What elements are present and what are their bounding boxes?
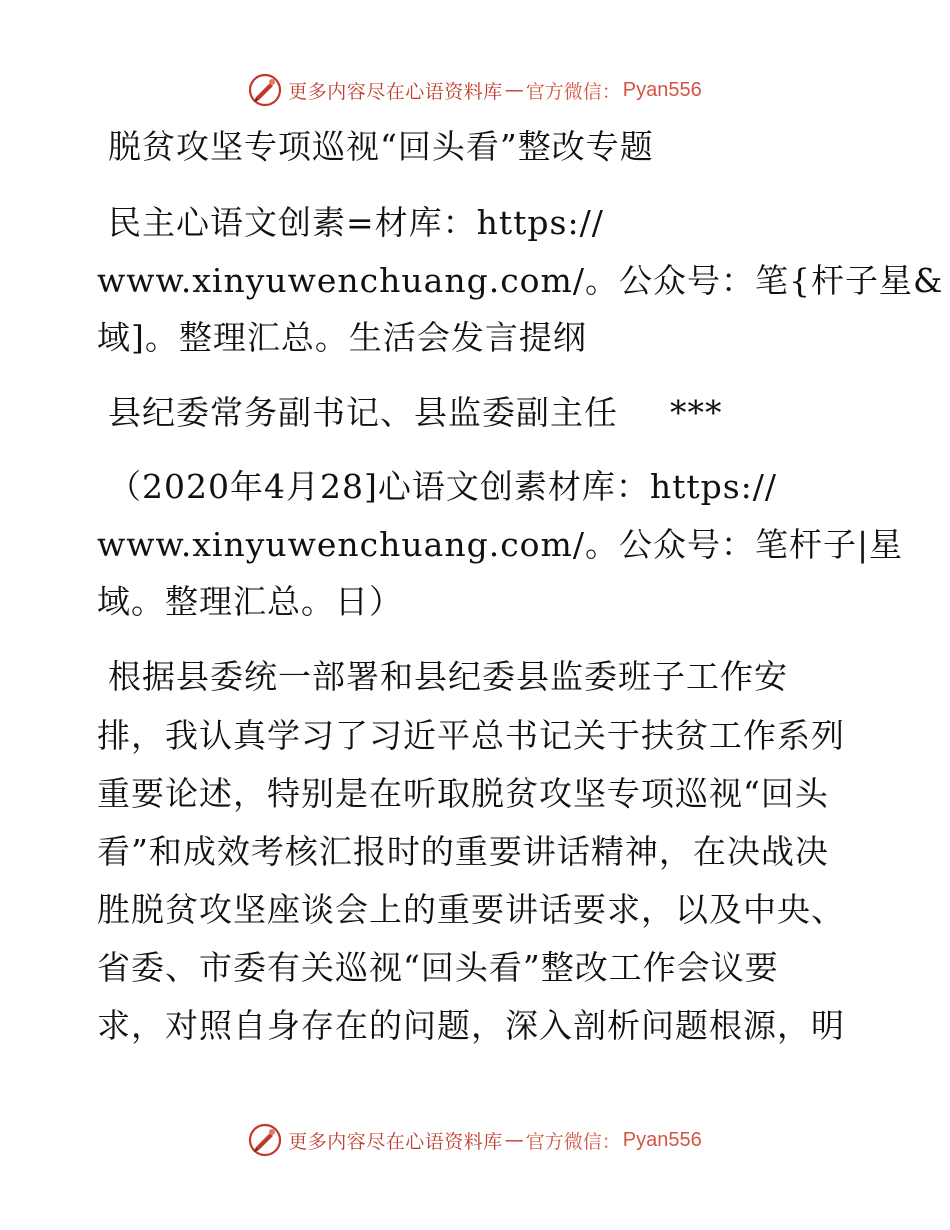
document-title: 脱贫攻坚专项巡视“回头看”整改专题	[108, 127, 654, 166]
body-line: www.xinyuwenchuang.com/。公众号：笔杆子|星	[97, 525, 904, 564]
author-title: 县纪委常务副书记、县监委副主任	[108, 393, 618, 432]
date-line: （2020年4月28]心语文创素材库：https://	[108, 467, 778, 506]
pen-logo-icon	[248, 73, 282, 107]
pen-logo-icon	[248, 1123, 282, 1157]
author-name-redacted: ***	[670, 393, 723, 432]
body-line: 省委、市委有关巡视“回头看”整改工作会议要	[97, 948, 779, 987]
body-line: 胜脱贫攻坚座谈会上的重要讲话要求，以及中央、	[97, 890, 845, 929]
watermark-dash: —	[504, 79, 524, 101]
watermark-text: 更多内容尽在心语资料库	[288, 1130, 503, 1153]
body-line: 民主心语文创素=材库：https://	[108, 203, 604, 242]
watermark-wechat-label: 官方微信：	[525, 1130, 621, 1153]
watermark-banner-bottom	[0, 1120, 950, 1160]
author-line	[108, 393, 878, 433]
watermark-wechat-label: 官方微信：	[525, 80, 621, 103]
body-line: 排，我认真学习了习近平总书记关于扶贫工作系列	[97, 716, 845, 755]
body-line: 域。整理汇总。日）	[97, 582, 403, 621]
watermark-wechat-id: Pyan556	[622, 1128, 702, 1151]
body-line: 重要论述，特别是在听取脱贫攻坚专项巡视“回头	[97, 774, 829, 813]
body-line: www.xinyuwenchuang.com/。公众号：笔{杆子星&	[97, 261, 944, 300]
watermark-dash: —	[504, 1129, 524, 1151]
watermark-text: 更多内容尽在心语资料库	[288, 80, 503, 103]
watermark-wechat-id: Pyan556	[622, 78, 702, 101]
watermark-banner-top	[0, 70, 950, 110]
body-line: 看”和成效考核汇报时的重要讲话精神，在决战决	[97, 832, 829, 871]
body-line: 根据县委统一部署和县纪委县监委班子工作安	[108, 657, 788, 696]
body-line: 求，对照自身存在的问题，深入剖析问题根源，明	[97, 1006, 845, 1045]
body-line: 域]。整理汇总。生活会发言提纲	[97, 318, 587, 357]
